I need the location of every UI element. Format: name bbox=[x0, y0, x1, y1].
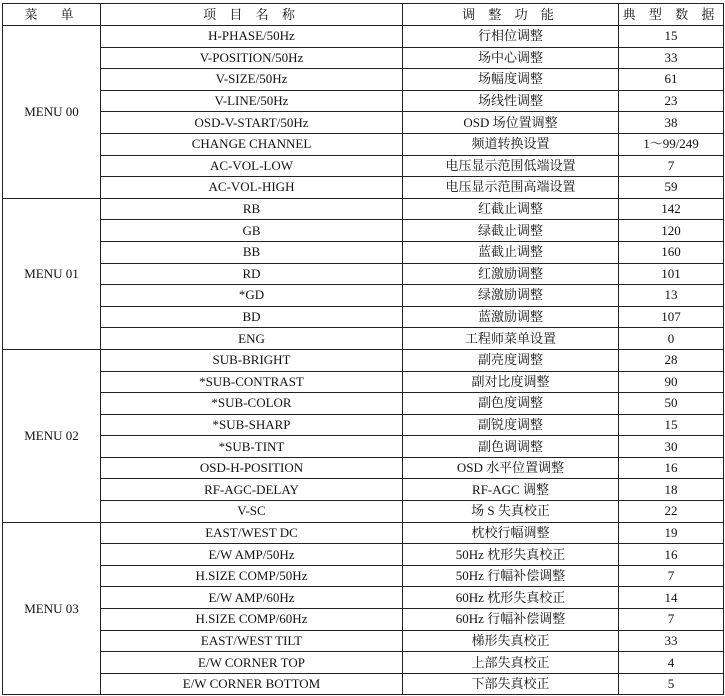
typical-value-cell: 50 bbox=[619, 393, 724, 415]
item-name-cell: H.SIZE COMP/50Hz bbox=[101, 565, 403, 587]
function-cell: 工程师菜单设置 bbox=[403, 328, 619, 350]
table-row bbox=[3, 241, 724, 263]
table-row bbox=[3, 69, 724, 91]
item-name-cell: EAST/WEST TILT bbox=[101, 630, 403, 652]
item-name-cell: V-SIZE/50Hz bbox=[101, 69, 403, 91]
item-name-cell: OSD-H-POSITION bbox=[101, 457, 403, 479]
function-cell: OSD 水平位置调整 bbox=[403, 457, 619, 479]
header-row bbox=[3, 4, 724, 26]
typical-value-cell: 120 bbox=[619, 220, 724, 242]
typical-value-cell: 142 bbox=[619, 198, 724, 220]
function-cell: 电压显示范围高端设置 bbox=[403, 177, 619, 199]
function-cell: 副色调调整 bbox=[403, 436, 619, 458]
item-name-cell: V-POSITION/50Hz bbox=[101, 47, 403, 69]
item-name-cell: CHANGE CHANNEL bbox=[101, 133, 403, 155]
table-row bbox=[3, 263, 724, 285]
function-cell: 场中心调整 bbox=[403, 47, 619, 69]
table-row bbox=[3, 436, 724, 458]
typical-value-cell: 30 bbox=[619, 436, 724, 458]
typical-value-cell: 22 bbox=[619, 501, 724, 523]
function-cell: 红截止调整 bbox=[403, 198, 619, 220]
item-name-cell: E/W CORNER TOP bbox=[101, 652, 403, 674]
item-name-cell: E/W AMP/50Hz bbox=[101, 544, 403, 566]
item-name-cell: ENG bbox=[101, 328, 403, 350]
table-row bbox=[3, 285, 724, 307]
table-row bbox=[3, 328, 724, 350]
table-row bbox=[3, 565, 724, 587]
item-name-cell: V-SC bbox=[101, 501, 403, 523]
item-name-cell: *SUB-COLOR bbox=[101, 393, 403, 415]
table-row bbox=[3, 630, 724, 652]
item-name-cell: AC-VOL-HIGH bbox=[101, 177, 403, 199]
item-name-cell: E/W CORNER BOTTOM bbox=[101, 673, 403, 695]
function-cell: 50Hz 枕形失真校正 bbox=[403, 544, 619, 566]
table-row bbox=[3, 393, 724, 415]
function-cell: 60Hz 行幅补偿调整 bbox=[403, 609, 619, 631]
function-cell: 梯形失真校正 bbox=[403, 630, 619, 652]
function-cell: 频道转换设置 bbox=[403, 133, 619, 155]
item-name-cell: SUB-BRIGHT bbox=[101, 349, 403, 371]
item-name-cell: EAST/WEST DC bbox=[101, 522, 403, 544]
item-name-cell: RD bbox=[101, 263, 403, 285]
function-cell: 电压显示范围低端设置 bbox=[403, 155, 619, 177]
typical-value-cell: 5 bbox=[619, 673, 724, 695]
item-name-cell: H.SIZE COMP/60Hz bbox=[101, 609, 403, 631]
item-name-cell: *SUB-CONTRAST bbox=[101, 371, 403, 393]
function-cell: 副亮度调整 bbox=[403, 349, 619, 371]
menu-group-label: MENU 02 bbox=[3, 349, 101, 522]
table-body bbox=[3, 26, 724, 695]
header-item-name: 项 目 名 称 bbox=[101, 4, 403, 26]
item-name-cell: GB bbox=[101, 220, 403, 242]
typical-value-cell: 59 bbox=[619, 177, 724, 199]
menu-group-label: MENU 01 bbox=[3, 198, 101, 349]
table-row bbox=[3, 371, 724, 393]
table-row bbox=[3, 673, 724, 695]
typical-value-cell: 7 bbox=[619, 565, 724, 587]
function-cell: 60Hz 枕形失真校正 bbox=[403, 587, 619, 609]
table-row bbox=[3, 501, 724, 523]
typical-value-cell: 15 bbox=[619, 26, 724, 48]
typical-value-cell: 160 bbox=[619, 241, 724, 263]
table-row bbox=[3, 457, 724, 479]
typical-value-cell: 33 bbox=[619, 630, 724, 652]
function-cell: 绿激励调整 bbox=[403, 285, 619, 307]
item-name-cell: BB bbox=[101, 241, 403, 263]
typical-value-cell: 13 bbox=[619, 285, 724, 307]
table-row bbox=[3, 414, 724, 436]
typical-value-cell: 0 bbox=[619, 328, 724, 350]
table-row bbox=[3, 522, 724, 544]
typical-value-cell: 4 bbox=[619, 652, 724, 674]
table-row bbox=[3, 306, 724, 328]
table-row bbox=[3, 349, 724, 371]
function-cell: RF-AGC 调整 bbox=[403, 479, 619, 501]
factory-menu-table bbox=[2, 3, 724, 695]
function-cell: 枕校行幅调整 bbox=[403, 522, 619, 544]
table-row bbox=[3, 155, 724, 177]
item-name-cell: OSD-V-START/50Hz bbox=[101, 112, 403, 134]
function-cell: 绿截止调整 bbox=[403, 220, 619, 242]
typical-value-cell: 18 bbox=[619, 479, 724, 501]
table-row bbox=[3, 90, 724, 112]
typical-value-cell: 1～99/249 bbox=[619, 133, 724, 155]
function-cell: 蓝激励调整 bbox=[403, 306, 619, 328]
item-name-cell: *SUB-SHARP bbox=[101, 414, 403, 436]
typical-value-cell: 16 bbox=[619, 457, 724, 479]
typical-value-cell: 7 bbox=[619, 609, 724, 631]
function-cell: 蓝截止调整 bbox=[403, 241, 619, 263]
table-row bbox=[3, 587, 724, 609]
item-name-cell: E/W AMP/60Hz bbox=[101, 587, 403, 609]
function-cell: 下部失真校正 bbox=[403, 673, 619, 695]
function-cell: 行相位调整 bbox=[403, 26, 619, 48]
function-cell: 副色度调整 bbox=[403, 393, 619, 415]
header-function: 调 整 功 能 bbox=[403, 4, 619, 26]
typical-value-cell: 23 bbox=[619, 90, 724, 112]
function-cell: 场 S 失真校正 bbox=[403, 501, 619, 523]
function-cell: 副对比度调整 bbox=[403, 371, 619, 393]
typical-value-cell: 38 bbox=[619, 112, 724, 134]
function-cell: 场幅度调整 bbox=[403, 69, 619, 91]
item-name-cell: RB bbox=[101, 198, 403, 220]
table-row bbox=[3, 133, 724, 155]
table-row bbox=[3, 112, 724, 134]
item-name-cell: BD bbox=[101, 306, 403, 328]
function-cell: 上部失真校正 bbox=[403, 652, 619, 674]
table-row bbox=[3, 26, 724, 48]
typical-value-cell: 101 bbox=[619, 263, 724, 285]
item-name-cell: AC-VOL-LOW bbox=[101, 155, 403, 177]
item-name-cell: V-LINE/50Hz bbox=[101, 90, 403, 112]
typical-value-cell: 15 bbox=[619, 414, 724, 436]
function-cell: 50Hz 行幅补偿调整 bbox=[403, 565, 619, 587]
table-row bbox=[3, 544, 724, 566]
item-name-cell: *GD bbox=[101, 285, 403, 307]
table-row bbox=[3, 652, 724, 674]
table-row bbox=[3, 220, 724, 242]
table-row bbox=[3, 177, 724, 199]
function-cell: 副锐度调整 bbox=[403, 414, 619, 436]
typical-value-cell: 107 bbox=[619, 306, 724, 328]
typical-value-cell: 14 bbox=[619, 587, 724, 609]
typical-value-cell: 33 bbox=[619, 47, 724, 69]
typical-value-cell: 28 bbox=[619, 349, 724, 371]
function-cell: 场线性调整 bbox=[403, 90, 619, 112]
item-name-cell: *SUB-TINT bbox=[101, 436, 403, 458]
typical-value-cell: 19 bbox=[619, 522, 724, 544]
table-row bbox=[3, 47, 724, 69]
typical-value-cell: 61 bbox=[619, 69, 724, 91]
function-cell: OSD 场位置调整 bbox=[403, 112, 619, 134]
header-typical-value: 典 型 数 据 bbox=[619, 4, 724, 26]
typical-value-cell: 90 bbox=[619, 371, 724, 393]
item-name-cell: H-PHASE/50Hz bbox=[101, 26, 403, 48]
table-row bbox=[3, 198, 724, 220]
typical-value-cell: 16 bbox=[619, 544, 724, 566]
header-menu: 菜 单 bbox=[3, 4, 101, 26]
typical-value-cell: 7 bbox=[619, 155, 724, 177]
menu-group-label: MENU 00 bbox=[3, 26, 101, 199]
table-row bbox=[3, 479, 724, 501]
menu-group-label: MENU 03 bbox=[3, 522, 101, 695]
item-name-cell: RF-AGC-DELAY bbox=[101, 479, 403, 501]
function-cell: 红激励调整 bbox=[403, 263, 619, 285]
table-row bbox=[3, 609, 724, 631]
